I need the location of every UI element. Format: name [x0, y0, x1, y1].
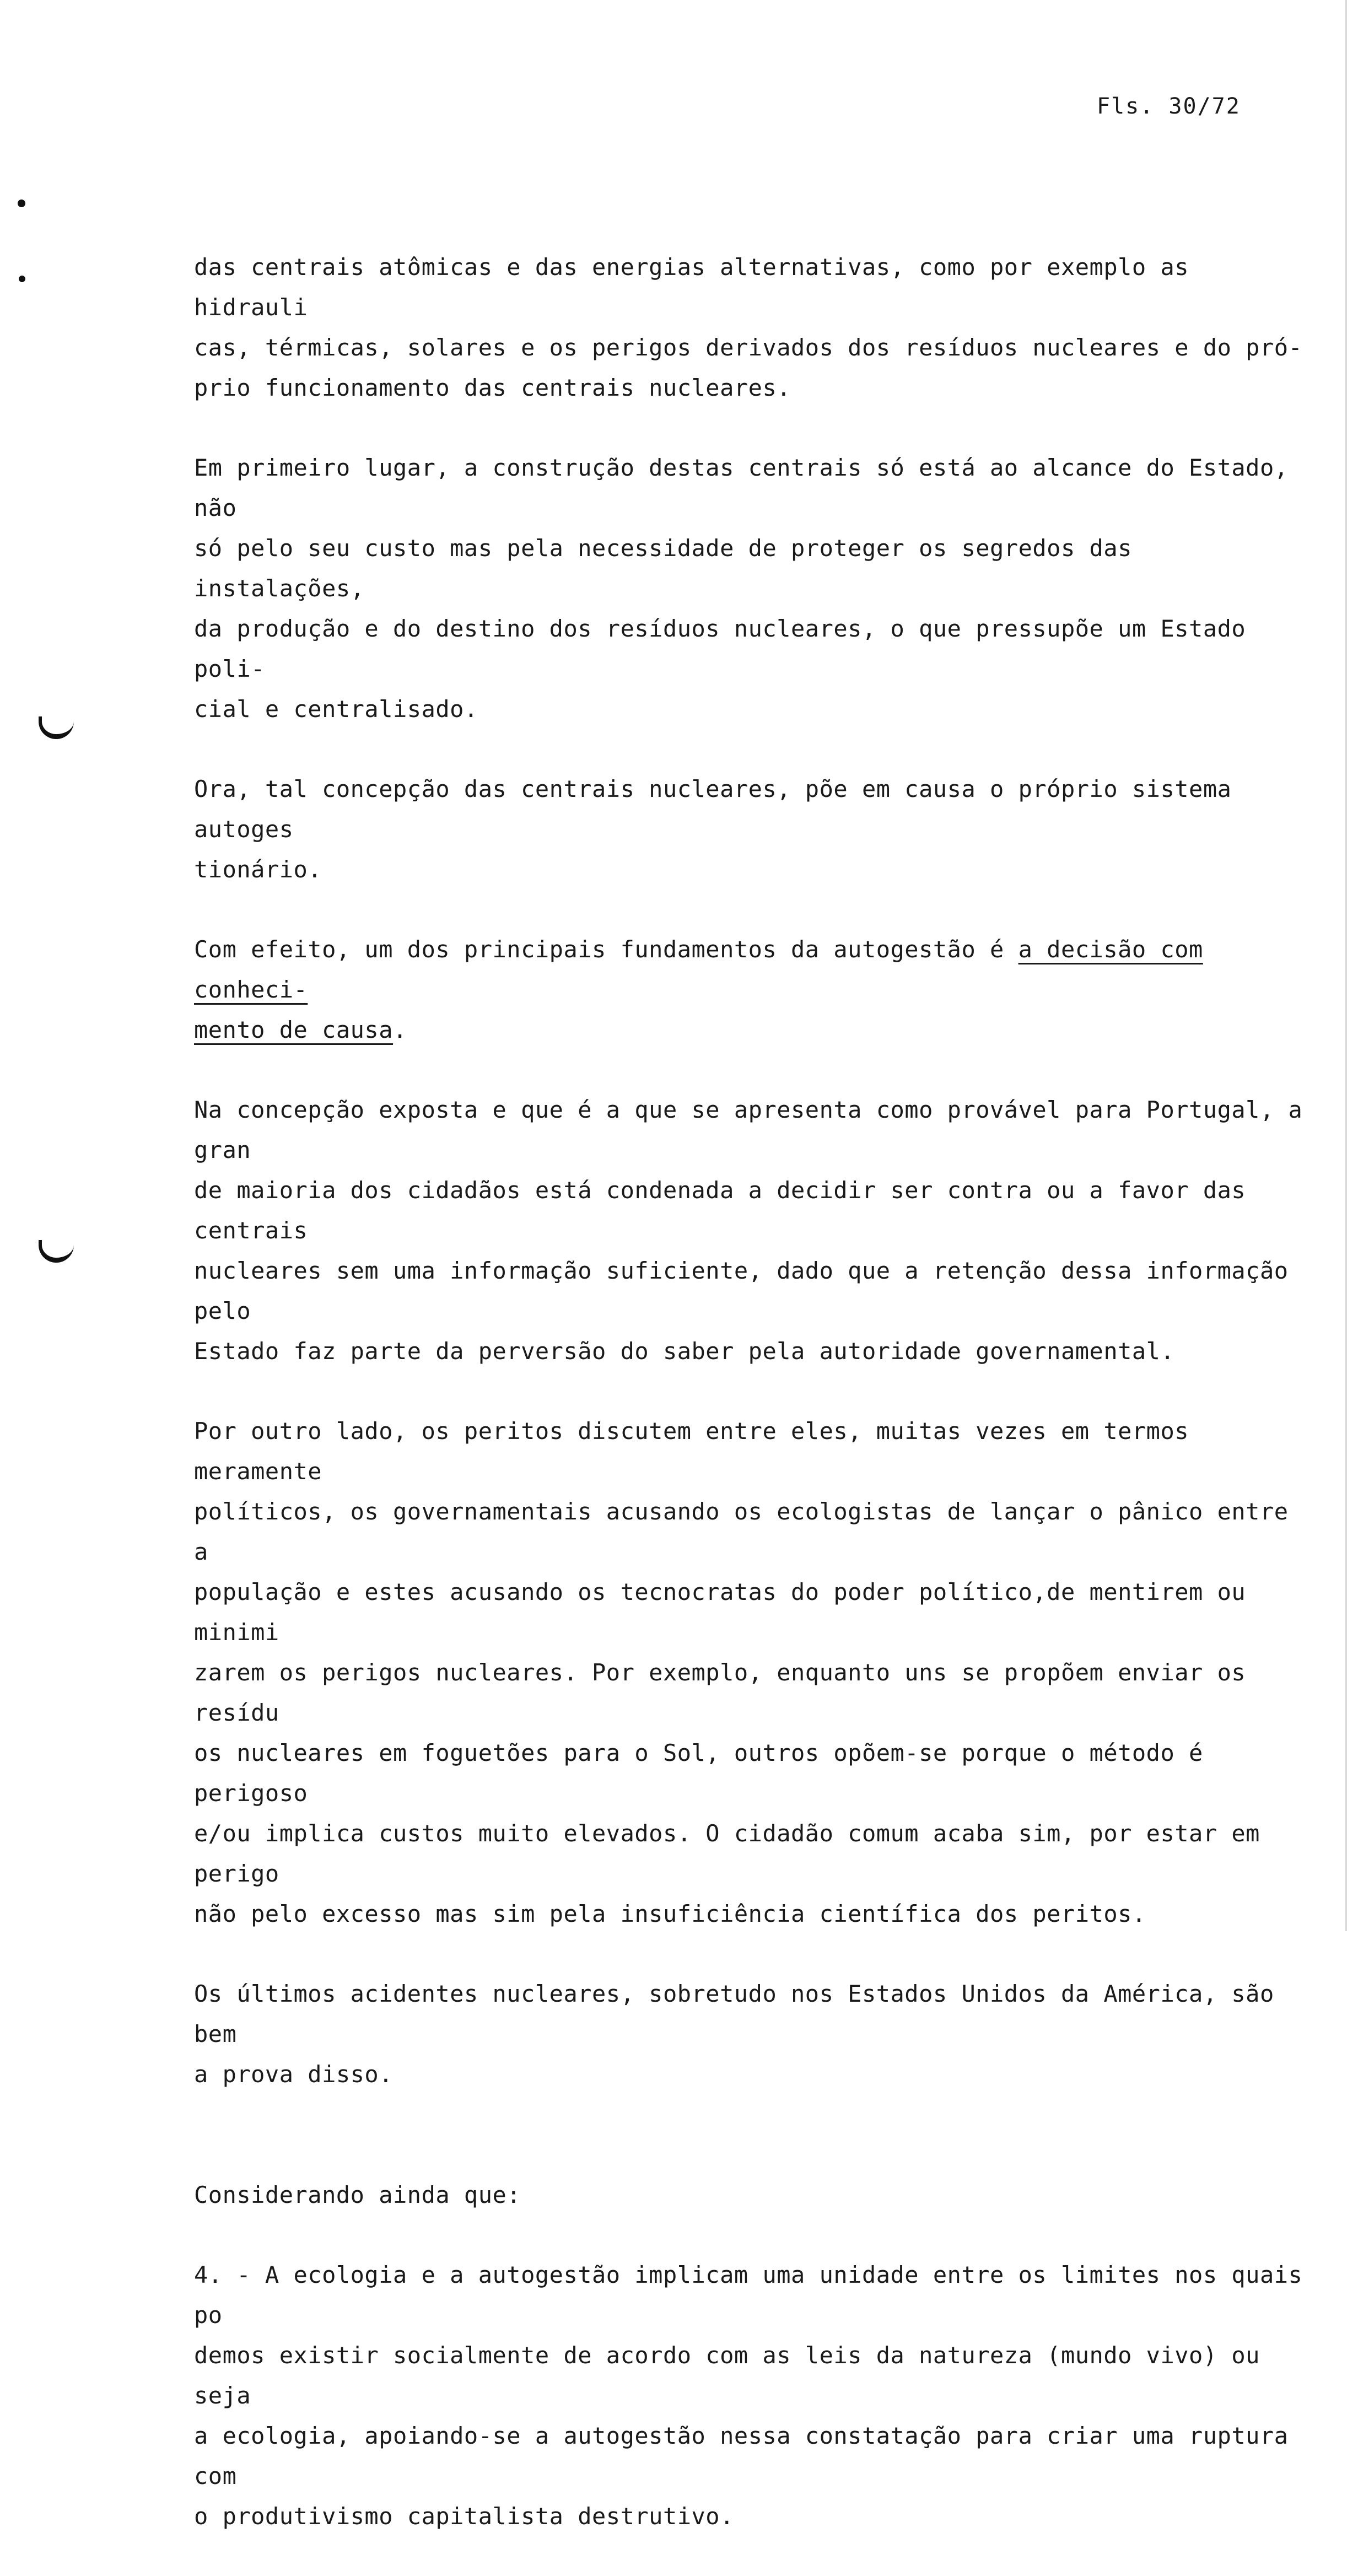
- paragraph-1: das centrais atômicas e das energias alternativas, como por exemplo as hidrauli cas, térmicas, solares e os perigos derivados dos resíduos nucleares e do pró- prio funcionamento das centrais nucleares.: [194, 254, 1303, 401]
- document-body: [194, 247, 1307, 2576]
- margin-check-mark: [39, 1240, 74, 1263]
- paragraph-9: 4. - A ecologia e a autogestão implicam uma unidade entre os limites nos quais po demos existir socialmente de acordo com as leis da natureza (mundo vivo) ou seja a ecologia, apoiando-se a autogestão nessa constatação para criar uma ruptura com o produtivismo capitalista destrutivo.: [194, 2261, 1303, 2530]
- paragraph-7: Os últimos acidentes nucleares, sobretudo nos Estados Unidos da América, são bem a prova disso.: [194, 1980, 1274, 2088]
- paragraph-4-end: .: [393, 1016, 407, 1043]
- paragraph-4-text: Com efeito, um dos principais fundamentos da autogestão é: [194, 936, 1018, 963]
- underlined-phrase: a decisão com conheci- mento de causa: [194, 936, 1203, 1043]
- page-folio: Fls. 30/72: [1097, 94, 1241, 119]
- paragraph-6: Por outro lado, os peritos discutem entre eles, muitas vezes em termos meramente políticos, os governamentais acusando os ecologistas de lançar o pânico entre a população e estes acusando os tecnocratas do poder político,de mentirem ou minimi zarem os perigos nucleares. Por exemplo, enquanto uns se propõem enviar os resídu os nucleares em foguetões para o Sol, outros opõem-se porque o método é perigoso e/ou implica custos muito elevados. O cidadão comum acaba sim, por estar em perigo não pelo excesso mas sim pela insuficiência científica dos peritos.: [194, 1418, 1289, 1927]
- paragraph-8: Considerando ainda que:: [194, 2181, 521, 2208]
- page-edge: [1345, 0, 1347, 1931]
- paragraph-3: Ora, tal concepção das centrais nucleares, põe em causa o próprio sistema autoges tionário.: [194, 775, 1232, 883]
- paragraph-5: Na concepção exposta e que é a que se apresenta como provável para Portugal, a gran de maioria dos cidadãos está condenada a decidir ser contra ou a favor das centrais nucleares sem uma informação suficiente, dado que a retenção dessa informação pelo Estado faz parte da perversão do saber pela autoridade governamental.: [194, 1096, 1303, 1365]
- paragraph-2: Em primeiro lugar, a construção destas centrais só está ao alcance do Estado, não só pelo seu custo mas pela necessidade de proteger os segredos das instalações, da produção e do destino dos resíduos nucleares, o que pressupõe um Estado poli- cial e centralisado.: [194, 454, 1289, 723]
- binder-hole-dot: [19, 276, 25, 282]
- margin-check-mark: [39, 716, 74, 739]
- binder-hole-dot: [18, 200, 25, 207]
- paragraph-4: [194, 929, 1307, 1050]
